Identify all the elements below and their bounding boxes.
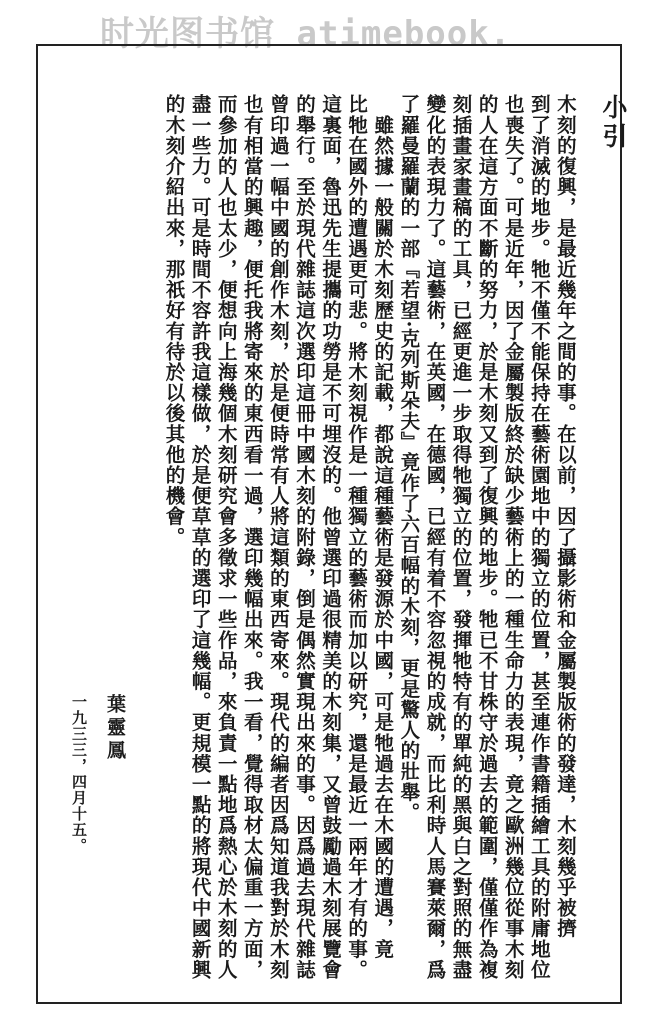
text-column: 的舉行。至於現代雜誌這次選印這冊中國木刻的附錄，倒是偶然實現出來的事。因爲過去現代雜誌 [292, 94, 316, 980]
text-column: 木刻的復興，是最近幾年之間的事。在以前，因了攝影術和金屬製版術的發達，木刻幾乎被擠 [553, 94, 577, 939]
watermark: 时光图书馆 atimebook. [100, 14, 512, 54]
text-column: 的人在這方面不斷的努力，於是木刻又到了復興的地步。牠已不甘株守於過去的範圍，僅僅作為複 [475, 94, 499, 980]
signature-date: 一九三三，四月十五。 [70, 694, 88, 854]
body-text [162, 94, 628, 980]
text-column: 了羅曼羅蘭的一部『若望·克列斯朵夫』竟作了六百幅的木刻，更是驚人的壯舉。 [397, 94, 421, 823]
text-column: 曾印過一幅中國的創作木刻，於是便時常有人將這類的東西寄來。現代的編者因爲知道我對於木刻 [266, 94, 290, 980]
text-column: 刻插畫家畫稿的工具，已經更進一步取得牠獨立的位置，發揮牠特有的單純的黑與白之對照的無盡 [449, 94, 473, 980]
text-column: 到了消滅的地步。牠不僅不能保持在藝術園地中的獨立的位置，甚至連作書籍插繪工具的附庸地位 [527, 94, 551, 980]
author-signature: 葉靈鳳 [104, 694, 126, 763]
page-title: 小引 [599, 94, 628, 152]
text-column: 而參加的人也太少，便想向上海幾個木刻研究會多徵求一些作品，來負責一點地爲熱心於木刻的人 [214, 94, 238, 980]
text-column: 變化的表現力了。這藝術，在英國，在德國，已經有着不容忽視的成就，而比利時人馬賽萊爾，爲 [423, 94, 447, 980]
text-column: 盡一些力。可是時間不容許我這樣做，於是便草草的選印了這幾幅。更規模一點的將現代中國新興 [188, 94, 212, 980]
text-column: 雖然據一般關於木刻歷史的記載，都說這種藝術是發源於中國，可是牠過去在木國的遭遇，竟 [371, 94, 395, 960]
text-column: 也有相當的興趣，便托我將寄來的東西看一過，選印幾幅出來。我一看，覺得取材太偏重一方面， [240, 94, 264, 980]
text-column: 也喪失了。可是近年，因了金屬製版終於缺少藝術上的一種生命力的表現，竟之歐洲幾位從事木刻 [501, 94, 525, 980]
text-column: 的木刻介紹出來，那祇好有待於以後其他的機會。 [162, 94, 186, 548]
text-column: 這裏面，魯迅先生提攜的功勞是不可埋沒的。他曾選印過很精美的木刻集，又曾鼓勵過木刻展覽會 [319, 94, 343, 980]
text-column: 比牠在國外的遭遇更可悲。將木刻視作是一種獨立的藝術而加以研究，還是最近一兩年才有的事。 [345, 94, 369, 980]
